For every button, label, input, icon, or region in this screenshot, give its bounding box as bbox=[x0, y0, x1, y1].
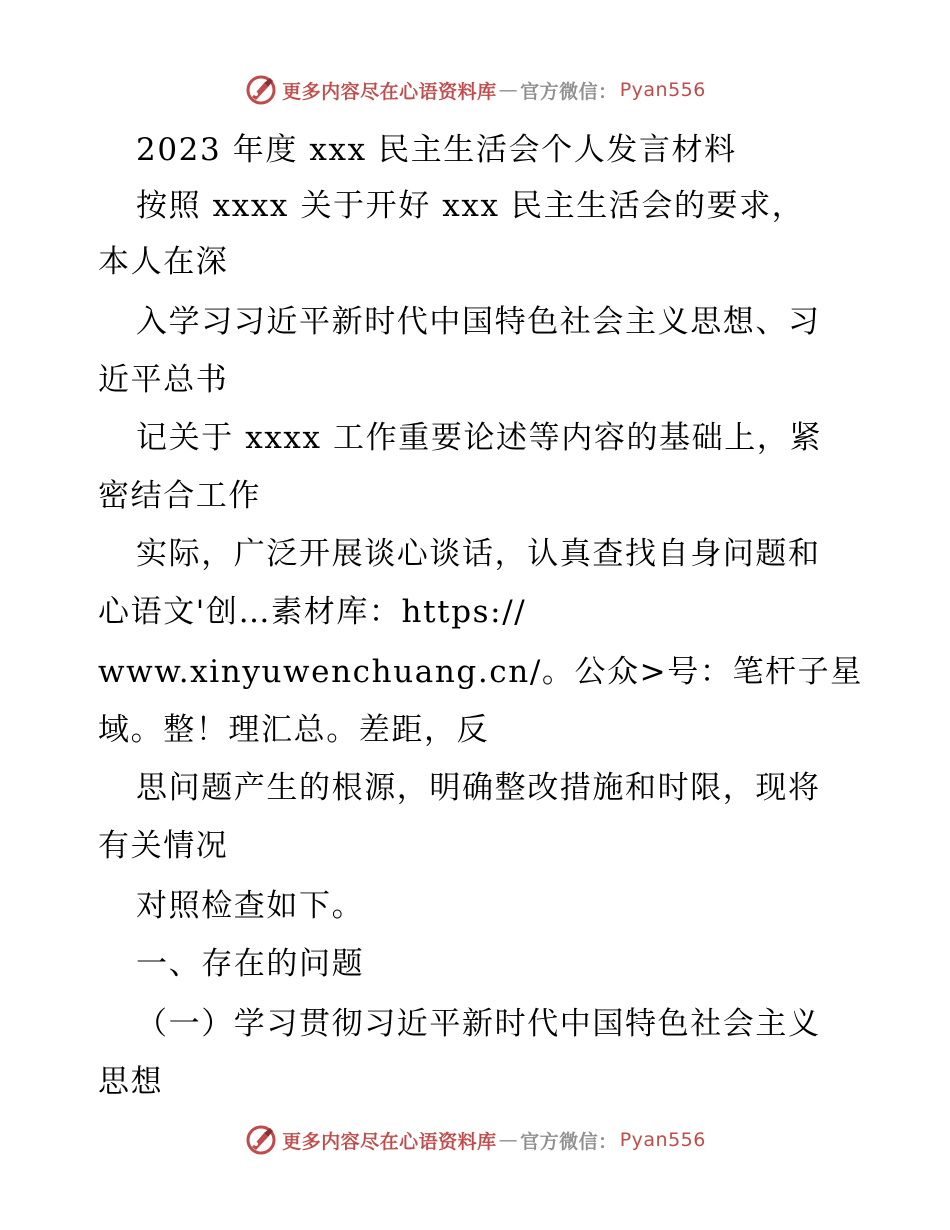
banner-wechat-id: Pyan556 bbox=[619, 79, 706, 101]
paragraph-line: www.xinyuwenchuang.cn/。公众>号：笔杆子星 bbox=[98, 654, 863, 690]
paragraph-line: 对照检查如下。 bbox=[136, 888, 365, 924]
section-heading: 一、存在的问题 bbox=[136, 946, 365, 982]
pen-nib-logo-icon bbox=[244, 1123, 278, 1157]
paragraph-line: 本人在深 bbox=[98, 244, 229, 280]
banner-official-label: 官方微信： bbox=[520, 1130, 618, 1153]
paragraph-line: 实际，广泛开展谈心谈话，认真查找自身问题和 bbox=[136, 536, 821, 572]
pen-nib-logo-icon bbox=[244, 73, 278, 107]
paragraph-line: 记关于 xxxx 工作重要论述等内容的基础上，紧 bbox=[136, 420, 823, 456]
paragraph-line: 密结合工作 bbox=[98, 478, 261, 514]
banner-brand-text: 更多内容尽在心语资料库 bbox=[282, 80, 497, 103]
footer-watermark-banner bbox=[0, 1120, 950, 1160]
paragraph-line: 心语文'创…素材库：https:// bbox=[98, 594, 527, 630]
paragraph-line: 有关情况 bbox=[98, 828, 229, 864]
banner-wechat-id: Pyan556 bbox=[619, 1129, 706, 1151]
banner-brand-text: 更多内容尽在心语资料库 bbox=[282, 1130, 497, 1153]
banner-official-label: 官方微信： bbox=[520, 80, 618, 103]
subsection-heading: （一）学习贯彻习近平新时代中国特色社会主义 bbox=[136, 1006, 821, 1042]
paragraph-line: 域。整！理汇总。差距，反 bbox=[98, 712, 490, 748]
paragraph-line: 思想 bbox=[98, 1064, 164, 1100]
paragraph-line: 入学习习近平新时代中国特色社会主义思想、习 bbox=[136, 304, 821, 340]
document-title: 2023 年度 xxx 民主生活会个人发言材料 bbox=[136, 132, 737, 168]
paragraph-line: 思问题产生的根源，明确整改措施和时限，现将 bbox=[136, 770, 821, 806]
banner-dash: — bbox=[498, 79, 519, 101]
paragraph-line: 近平总书 bbox=[98, 362, 229, 398]
header-watermark-banner bbox=[0, 70, 950, 110]
banner-dash: — bbox=[498, 1129, 519, 1151]
paragraph-line: 按照 xxxx 关于开好 xxx 民主生活会的要求， bbox=[136, 188, 805, 224]
